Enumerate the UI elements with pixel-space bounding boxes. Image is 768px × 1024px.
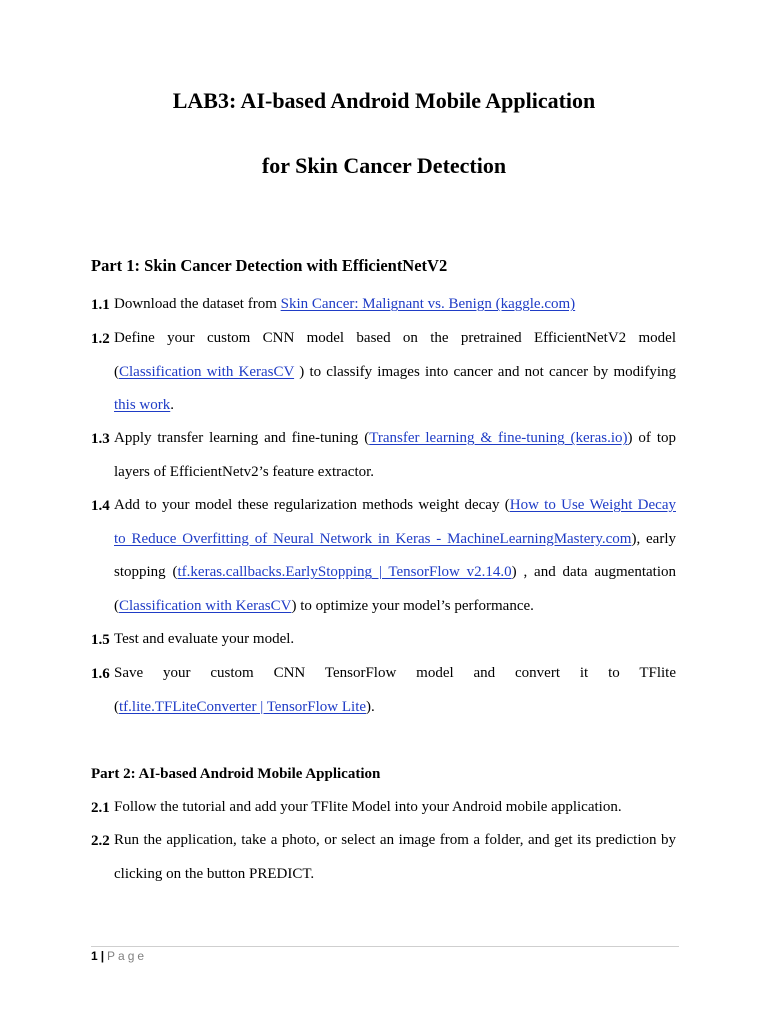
kaggle-dataset-link[interactable]: Skin Cancer: Malignant vs. Benign (kaggle.com) xyxy=(280,296,576,313)
this-work-link[interactable]: this work xyxy=(114,397,171,414)
item-text: Follow the tutorial and add your TFlite Model into your Android mobile application. xyxy=(114,799,622,816)
page-label: Page xyxy=(107,949,148,963)
list-item-2-2 xyxy=(91,830,676,891)
item-body xyxy=(114,489,676,623)
item-number: 1.4 xyxy=(91,498,110,514)
list-item-1-5 xyxy=(91,629,676,657)
page-footer xyxy=(91,948,147,964)
item-body xyxy=(114,623,676,657)
list-item-1-1 xyxy=(91,294,676,322)
item-body xyxy=(114,791,676,825)
item-text: ( xyxy=(114,363,119,380)
item-number: 2.1 xyxy=(91,800,110,816)
transfer-learning-link[interactable]: Transfer learning & fine-tuning (keras.io) xyxy=(369,430,628,447)
document-title-line-1: LAB3: AI-based Android Mobile Application xyxy=(172,88,596,113)
footer-divider xyxy=(91,946,679,947)
item-text: ), early xyxy=(631,530,676,547)
tflite-converter-link[interactable]: tf.lite.TFLiteConverter | TensorFlow Lite xyxy=(119,698,367,715)
document-title-line-2: for Skin Cancer Detection xyxy=(261,153,507,178)
item-text: stopping ( xyxy=(114,564,178,581)
item-body xyxy=(114,657,676,724)
item-text: clicking on the button PREDICT. xyxy=(114,865,315,882)
list-item-1-3 xyxy=(91,428,676,489)
item-number: 2.2 xyxy=(91,833,110,849)
page-separator: | xyxy=(100,949,105,963)
item-text: ). xyxy=(366,698,375,715)
page-number: 1 xyxy=(91,949,98,963)
item-text: ) of top xyxy=(627,430,676,447)
weight-decay-link[interactable]: to Reduce Overfitting of Neural Network in Keras - MachineLearningMastery.com xyxy=(114,530,632,547)
item-text: Run the application, take a photo, or select an image from a folder, and get its prediction by xyxy=(114,832,676,849)
item-body xyxy=(114,824,676,891)
item-body xyxy=(114,288,676,322)
item-text: ) to classify images into cancer and not cancer by modifying xyxy=(294,363,676,380)
item-number: 1.1 xyxy=(91,297,110,313)
item-text: ( xyxy=(114,597,119,614)
item-text: layers of EfficientNetv2’s feature extractor. xyxy=(114,463,375,480)
item-text: Download the dataset from xyxy=(114,296,281,313)
item-text: Define your custom CNN model based on the pretrained EfficientNetV2 model xyxy=(114,330,676,347)
item-number: 1.5 xyxy=(91,632,110,648)
early-stopping-link[interactable]: tf.keras.callbacks.EarlyStopping | TensorFlow v2.14.0 xyxy=(177,564,512,581)
item-text: ) , and data augmentation xyxy=(511,564,676,581)
item-text: Add to your model these regularization methods weight decay ( xyxy=(114,497,510,514)
item-number: 1.3 xyxy=(91,431,110,447)
item-body xyxy=(114,322,676,423)
item-text: Test and evaluate your model. xyxy=(114,631,295,648)
item-text: Save your custom CNN TensorFlow model and convert it to TFlite xyxy=(114,665,676,682)
list-item-1-6 xyxy=(91,663,676,724)
item-number: 1.6 xyxy=(91,666,110,682)
item-text: . xyxy=(170,397,174,414)
list-item-2-1 xyxy=(91,797,676,825)
weight-decay-link[interactable]: How to Use Weight Decay xyxy=(509,497,676,514)
list-item-1-4 xyxy=(91,495,676,624)
item-text: ( xyxy=(114,698,119,715)
part-1-heading: Part 1: Skin Cancer Detection with EfficientNetV2 xyxy=(91,256,448,275)
keras-cv-augmentation-link[interactable]: Classification with KerasCV xyxy=(119,597,292,614)
part-2-heading: Part 2: AI-based Android Mobile Application xyxy=(91,766,381,782)
item-text: ) to optimize your model’s performance. xyxy=(291,597,534,614)
item-body xyxy=(114,422,676,489)
item-text: Apply transfer learning and fine-tuning ( xyxy=(114,430,370,447)
keras-cv-classification-link[interactable]: Classification with KerasCV xyxy=(119,363,295,380)
item-number: 1.2 xyxy=(91,331,110,347)
list-item-1-2 xyxy=(91,328,676,423)
